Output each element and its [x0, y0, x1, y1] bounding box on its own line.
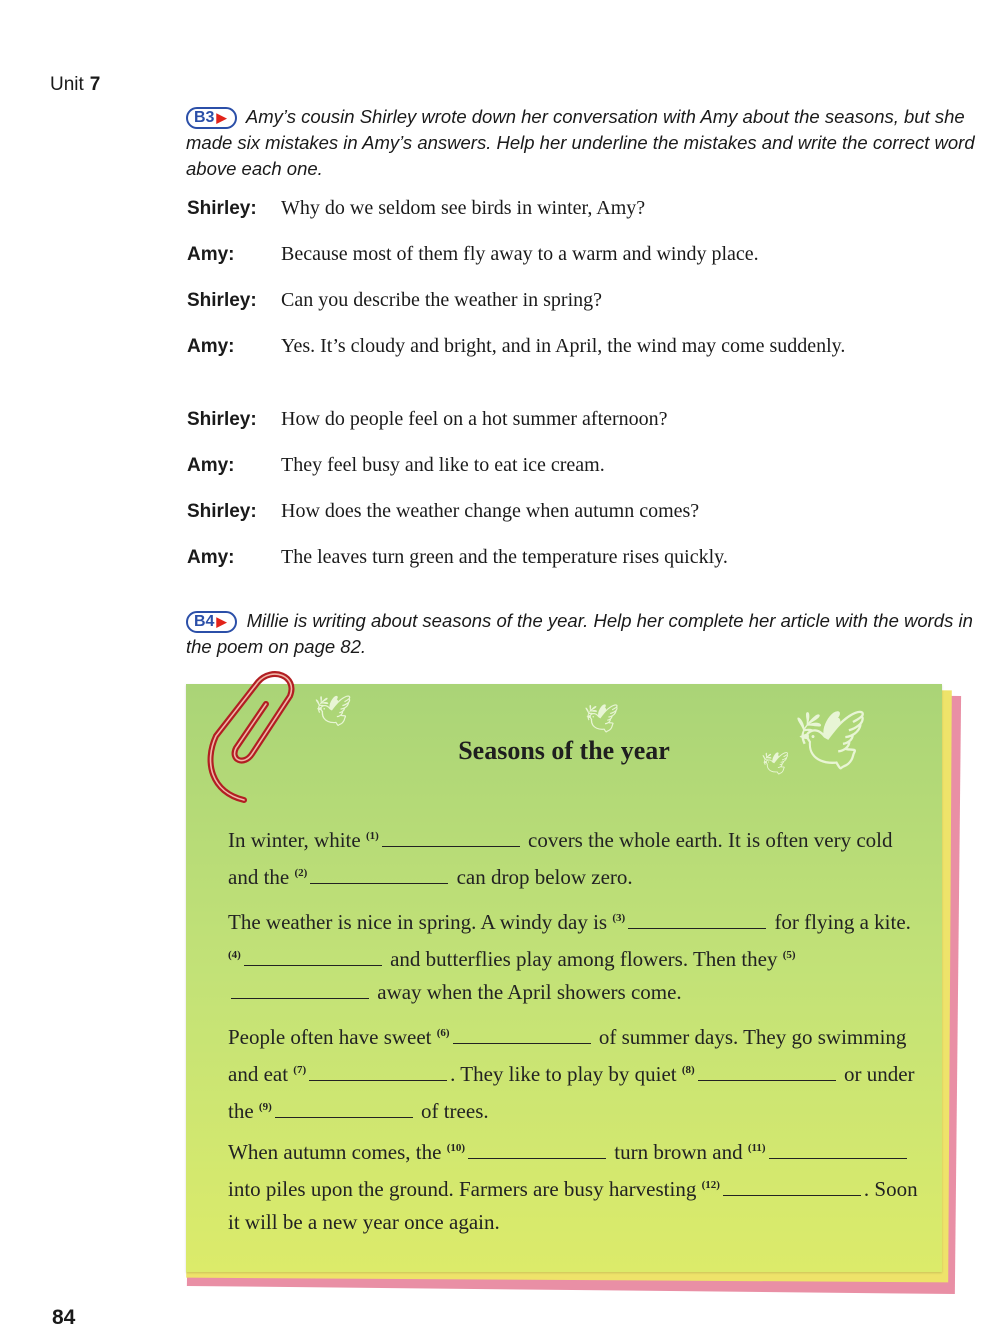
blank-input[interactable] [275, 1095, 413, 1118]
bird-icon: 🕊 [584, 702, 620, 735]
speaker: Amy: [187, 336, 235, 357]
speaker: Shirley: [187, 198, 257, 219]
speaker: Amy: [187, 455, 235, 476]
article-paragraph-autumn: When autumn comes, the $^{(10)}$ turn brown and $^{(11)}$ into piles upon the ground. Farmers are busy harvesting $^{(12)}$ . Soon it will be a new year once again. [228, 1132, 918, 1239]
unit-number: 7 [89, 74, 101, 95]
blank-input[interactable] [723, 1173, 861, 1196]
blank-input[interactable] [453, 1021, 591, 1044]
page-number: 84 [52, 1306, 76, 1329]
speaker: Amy: [187, 244, 235, 265]
dialogue-text: Because most of them fly away to a warm and windy place. [281, 243, 759, 265]
blank-input[interactable] [231, 976, 369, 999]
article-paragraph-winter: In winter, white $^{(1)}$ covers the whole earth. It is often very cold and the $^{(2)}$ can drop below zero. [228, 820, 918, 894]
blank-input[interactable] [382, 824, 520, 847]
article-paragraph-summer: People often have sweet $^{(6)}$ of summer days. They go swimming and eat $^{(7)}$ . They like to play by quiet $^{(8)}$ or under the $^{(9)}$ of trees. [228, 1017, 918, 1128]
unit-label: Unit [50, 74, 84, 95]
article-paragraph-spring: The weather is nice in spring. A windy day is $^{(3)}$ for flying a kite. $^{(4)}$ and butterflies play among flowers. Then they $^{(5)}$ away when the April showers come. [228, 902, 918, 1009]
blank-input[interactable] [628, 906, 766, 929]
unit-header [50, 74, 100, 96]
b3-badge: B3 ▶ [186, 107, 237, 129]
speaker: Amy: [187, 547, 235, 568]
b4-badge: B4 ▶ [186, 611, 237, 633]
blank-input[interactable] [310, 861, 448, 884]
dialogue-text: How does the weather change when autumn comes? [281, 500, 700, 522]
dialogue-text: They feel busy and like to eat ice cream. [281, 454, 605, 476]
blank-input[interactable] [468, 1136, 606, 1159]
play-arrow-icon: ▶ [216, 110, 227, 125]
bird-icon: 🕊 [314, 694, 353, 729]
speaker: Shirley: [187, 290, 257, 311]
speaker: Shirley: [187, 409, 257, 430]
bird-icon: 🕊 [761, 752, 789, 777]
article-title: Seasons of the year [458, 736, 670, 765]
play-arrow-icon: ▶ [216, 614, 227, 629]
blank-input[interactable] [244, 943, 382, 966]
blank-input[interactable] [698, 1058, 836, 1081]
dialogue-text: Can you describe the weather in spring? [281, 289, 603, 311]
b3-instruction-text: Amy’s cousin Shirley wrote down her conversation with Amy about the seasons, but she made six mistakes in Amy’s answers. Help her underline the mistakes and write the correct word above each one. [186, 106, 975, 179]
b4-instruction-text: Millie is writing about seasons of the year. Help her complete her article with the words in the poem on page 82. [186, 610, 973, 657]
b3-instruction [186, 104, 976, 182]
paperclip-icon [186, 670, 306, 810]
b4-instruction [186, 608, 976, 660]
dialogue-text: Why do we seldom see birds in winter, Amy? [281, 197, 646, 219]
blank-input[interactable] [769, 1136, 907, 1159]
bird-icon: 🕊 [794, 706, 868, 774]
dialogue-text: How do people feel on a hot summer afternoon? [281, 408, 668, 430]
speaker: Shirley: [187, 501, 257, 522]
dialogue-text: Yes. It’s cloudy and bright, and in April, the wind may come suddenly. [281, 335, 846, 357]
blank-input[interactable] [309, 1058, 447, 1081]
dialogue-text: The leaves turn green and the temperature rises quickly. [281, 546, 728, 568]
